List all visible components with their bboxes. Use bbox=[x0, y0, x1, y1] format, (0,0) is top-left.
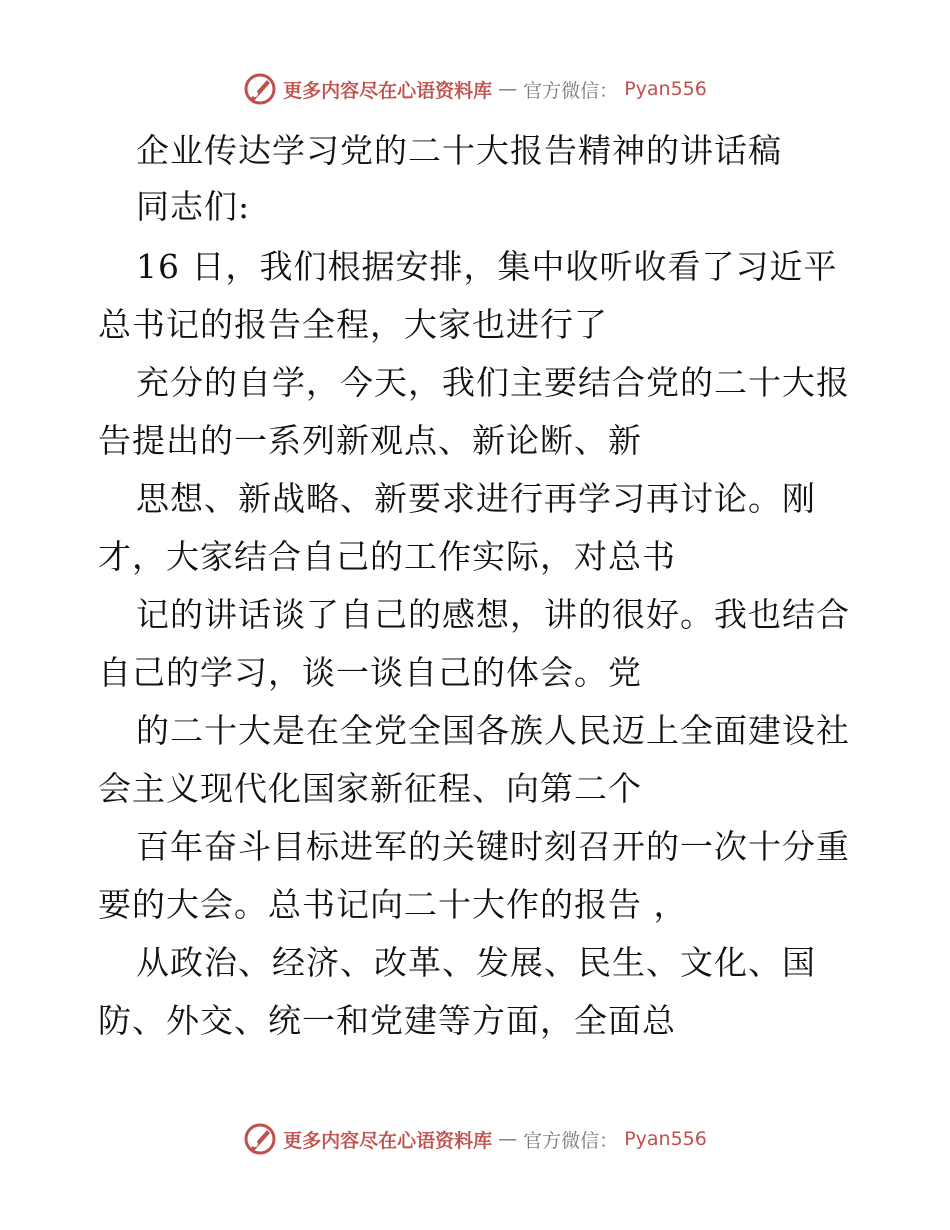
text-line: 防、外交、统一和党建等方面，全面总 bbox=[98, 1001, 676, 1040]
quill-logo-icon bbox=[243, 72, 277, 106]
text-line: 16 日，我们根据安排，集中收听收看了习近平 bbox=[136, 247, 838, 286]
text-line: 百年奋斗目标进军的关键时刻召开的一次十分重 bbox=[136, 827, 850, 866]
document-body bbox=[98, 120, 858, 1040]
watermark-contact-label: 官方微信： bbox=[523, 1129, 619, 1152]
watermark-contact-id: Pyan556 bbox=[624, 1128, 707, 1150]
text-line: 充分的自学，今天，我们主要结合党的二十大报 bbox=[136, 363, 850, 402]
watermark-site-text: 更多内容尽在心语资料库 bbox=[283, 1129, 493, 1152]
text-line: 记的讲话谈了自己的感想，讲的很好。我也结合 bbox=[136, 595, 850, 634]
quill-logo-icon bbox=[243, 1122, 277, 1156]
document-title: 企业传达学习党的二十大报告精神的讲话稿 bbox=[136, 131, 782, 170]
header-watermark bbox=[0, 72, 950, 106]
watermark-contact-label: 官方微信： bbox=[523, 79, 619, 102]
text-line: 思想、新战略、新要求进行再学习再讨论。刚 bbox=[136, 479, 816, 518]
text-line: 自己的学习，谈一谈自己的体会。党 bbox=[98, 653, 642, 692]
text-line: 才，大家结合自己的工作实际，对总书 bbox=[98, 537, 676, 576]
footer-watermark bbox=[0, 1122, 950, 1156]
text-line: 要的大会。总书记向二十大作的报告 ， bbox=[98, 885, 688, 924]
text-line: 告提出的一系列新观点、新论断、新 bbox=[98, 421, 642, 460]
text-line: 会主义现代化国家新征程、向第二个 bbox=[98, 769, 642, 808]
watermark-dash: — bbox=[498, 78, 518, 100]
text-line: 总书记的报告全程，大家也进行了 bbox=[98, 305, 608, 344]
text-line: 从政治、经济、改革、发展、民生、文化、国 bbox=[136, 943, 816, 982]
watermark-contact-id: Pyan556 bbox=[624, 78, 707, 100]
watermark-dash: — bbox=[498, 1128, 518, 1150]
text-line: 的二十大是在全党全国各族人民迈上全面建设社 bbox=[136, 711, 850, 750]
watermark-site-text: 更多内容尽在心语资料库 bbox=[283, 79, 493, 102]
salutation: 同志们: bbox=[136, 187, 251, 226]
